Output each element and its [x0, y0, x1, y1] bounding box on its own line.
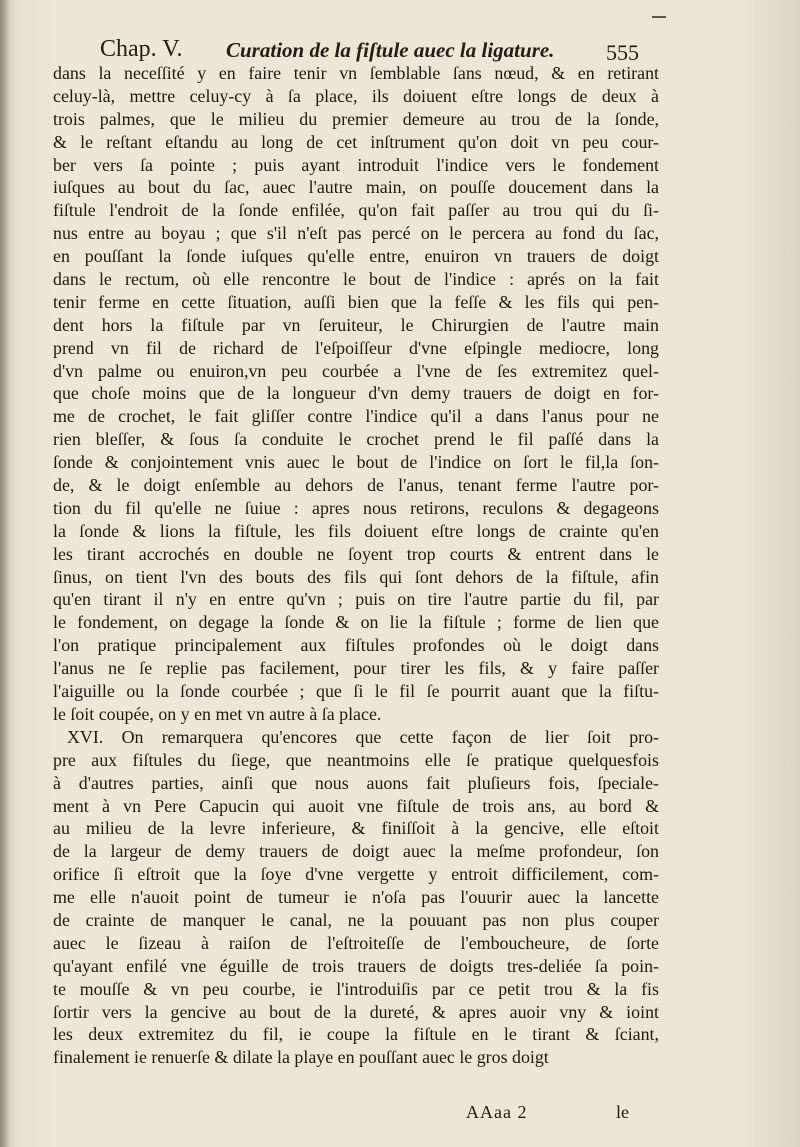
text-line: pre aux fiſtules du ſiege, que neantmoins elle ſe pratique quelquesfois: [53, 749, 659, 770]
text-line: qu'ayant enfilé vne éguille de trois trauers de doigts tres-deliée ſa poin-: [53, 955, 659, 976]
text-line: qu'en tirant il n'y en entre qu'vn ; puis on tire l'autre partie du fil, par: [53, 589, 659, 610]
text-line: les deux extremitez du fil, ie coupe la fiſtule en le tirant & ſciant,: [53, 1024, 659, 1045]
text-line: les tirant accrochés en double ne ſoyent trop courts & entrent dans le: [53, 543, 659, 564]
text-line: & le reſtant eſtandu au long de cet inſtrument qu'on doit vn peu cour-: [53, 131, 659, 152]
text-line: fiſtule l'endroit de la ſonde enfilée, qu'on fait paſſer au trou qui du ſi-: [53, 200, 659, 221]
text-line: l'anus ne ſe replie pas facilement, pour tirer les fils, & y faire paſſer: [53, 658, 659, 679]
text-line: d'vn palme ou enuiron,vn peu courbée a l'vne de ſes extremitez quel-: [53, 360, 659, 381]
text-line: me elle n'auoit point de tumeur ie n'oſa pas l'ouurir auec la lancette: [53, 887, 659, 908]
body-text: [53, 62, 659, 1069]
text-line: celuy-là, mettre celuy-cy à ſa place, ils doiuent eſtre longs de deux à: [53, 85, 659, 106]
text-line: l'on pratique principalement aux fiſtules profondes où le doigt dans: [53, 635, 659, 656]
signature-mark: AAaa 2: [466, 1102, 528, 1122]
running-title: Curation de la fiſtule auec la ligature.: [226, 38, 555, 62]
page-footer: [420, 1102, 660, 1128]
text-line: à d'autres parties, ainſi que nous auons fait pluſieurs fois, ſpeciale-: [53, 772, 659, 793]
text-line: XVI. On remarquera qu'encores que cette façon de lier ſoit pro-: [67, 726, 659, 747]
catchword: le: [616, 1102, 629, 1122]
text-line: de la largeur de demy trauers de doigt auec la meſme profondeur, ſon: [53, 841, 659, 862]
text-line: prend vn fil de richard de l'eſpoiſſeur d'vne eſpingle mediocre, long: [53, 337, 659, 358]
text-line: dent hors la fiſtule par vn ſeruiteur, le Chirurgien de l'autre main: [53, 314, 659, 335]
text-line: dans le rectum, où elle rencontre le bout de l'indice : aprés on la fait: [53, 269, 659, 290]
page-number: 555: [606, 40, 639, 65]
text-line: le fondement, on degage la ſonde & on lie la fiſtule ; forme de lien que: [53, 612, 659, 633]
text-line: me de crochet, le fait gliſſer contre l'indice qu'il a dans l'anus pour ne: [53, 406, 659, 427]
text-line: finalement ie renuerſe & dilate la playe en pouſſant auec le gros doigt: [53, 1047, 549, 1068]
text-line: trois palmes, que le milieu du premier demeure au trou de la ſonde,: [53, 108, 659, 129]
text-line: ſortir vers la gencive au bout de la dureté, & apres auoir vny & ioint: [53, 1001, 659, 1022]
text-line: te mouſſe & vn peu courbe, ie l'introduiſis par ce petit trou & la fis: [53, 978, 659, 999]
text-line: tenir ferme en cette ſituation, auſſi bien que la feſſe & les fils qui pen-: [53, 291, 659, 312]
text-line: ſinus, on tient l'vn des bouts des fils qui ſont dehors de la fiſtule, afin: [53, 566, 659, 587]
text-line: ſonde & conjointement vnis auec le bout de l'indice on ſort le fil,la ſon-: [53, 452, 659, 473]
text-line: nus entre au boyau ; que s'il n'eſt pas percé on le percera au fond du ſac,: [53, 223, 659, 244]
text-line: de crainte de manquer le canal, ne la pouuant pas non plus couper: [53, 909, 659, 930]
text-line: au milieu de la levre inferieure, & finiſſoit à la gencive, elle eſtoit: [53, 818, 659, 839]
text-line: auec le ſizeau à raiſon de l'eſtroiteſſe de l'emboucheure, de ſorte: [53, 932, 659, 953]
text-line: tion du fil qu'elle ne ſuiue : apres nous retirons, reculons & degageons: [53, 497, 659, 518]
page-edge-mark: [652, 16, 666, 18]
text-line: orifice ſi eſtroit que la ſoye d'vne vergette y entroit difficilement, com-: [53, 864, 659, 885]
text-line: que choſe moins que de la longueur d'vn demy trauers de doigt en for-: [53, 383, 659, 404]
text-line: iuſques au bout du ſac, auec l'autre main, on pouſſe doucement dans la: [53, 177, 659, 198]
text-line: dans la neceſſité y en faire tenir vn ſemblable ſans nœud, & en retirant: [53, 63, 659, 83]
text-line: rien bleſſer, & ſous ſa conduite le crochet prend le fil paſſé dans la: [53, 429, 659, 450]
text-line: en pouſſant la ſonde iuſques qu'elle entre, enuiron vn trauers de doigt: [53, 246, 659, 267]
text-line: de, & le doigt enſemble au dehors de l'anus, tenant ferme l'autre por-: [53, 475, 659, 496]
text-line: l'aiguille ou la ſonde courbée ; que ſi le fil ſe pourrit auant que la fiſtu-: [53, 681, 659, 702]
text-line: ber vers ſa pointe ; puis ayant introduit l'indice vers le fondement: [53, 154, 659, 175]
text-line: le ſoit coupée, on y en met vn autre à ſa place.: [53, 703, 382, 724]
text-line: ment à vn Pere Capucin qui auoit vne fiſtule de trois ans, au bord &: [53, 795, 659, 816]
text-line: la ſonde & lions la fiſtule, les fils doiuent eſtre longs de crainte qu'en: [53, 520, 659, 541]
chapter-label: Chap. V.: [100, 36, 183, 62]
